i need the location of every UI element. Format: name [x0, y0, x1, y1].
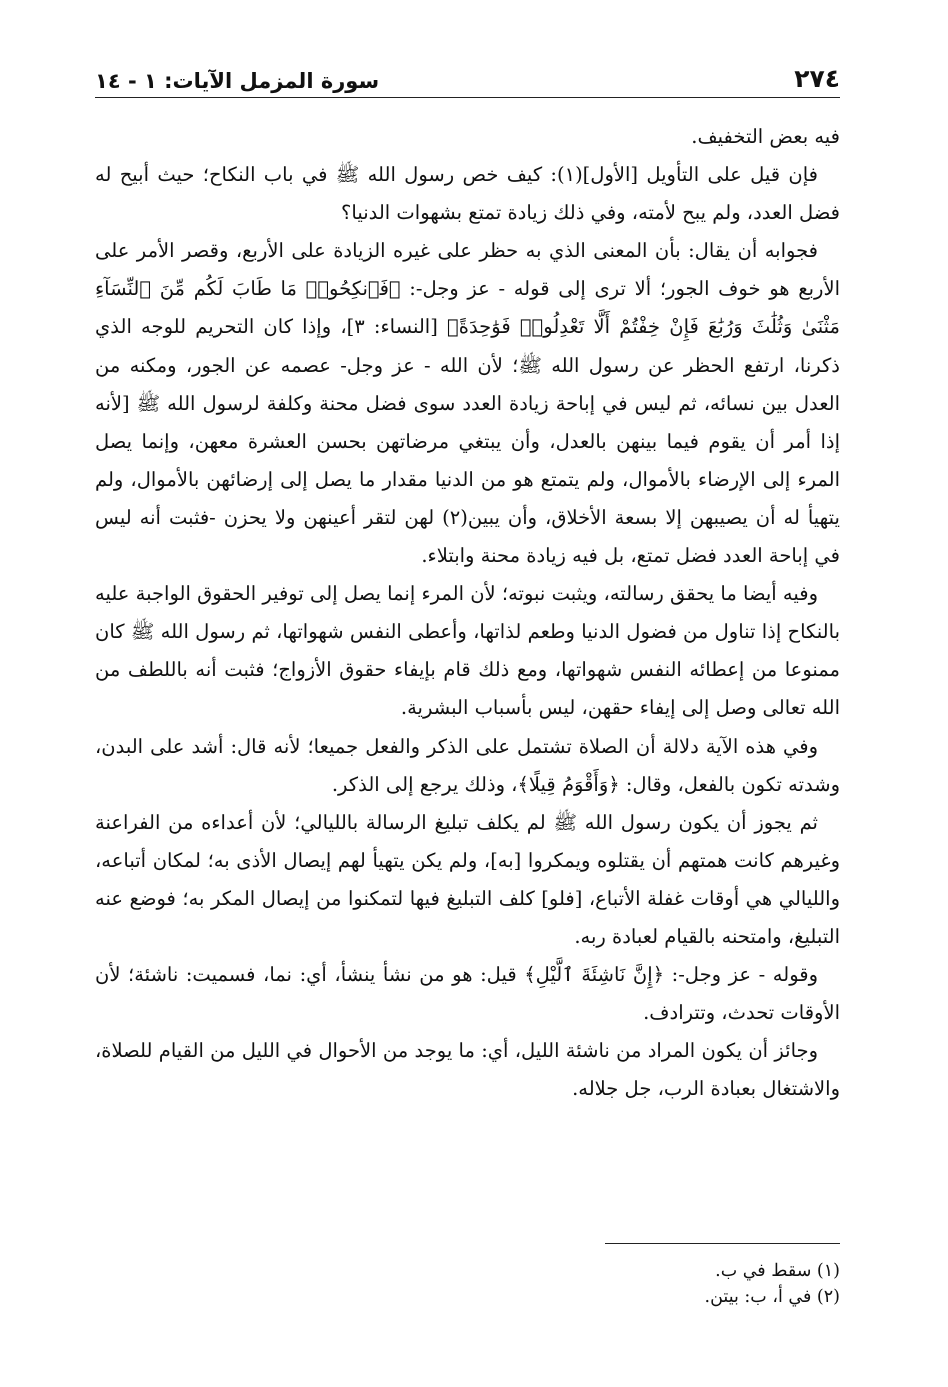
paragraph-2: فإن قيل على التأويل [الأول](١): كيف خص رسول الله ﷺ في باب النكاح؛ حيث أبيح له فضل العدد، ولم يبح لأمته، وفي ذلك زيادة تمتع بشهوات الدنيا؟	[95, 163, 840, 225]
paragraph-4: وفيه أيضا ما يحقق رسالته، ويثبت نبوته؛ لأن المرء إنما يصل إلى توفير الحقوق الواجبة عليه بالنكاح إذا تناول من فضول الدنيا وطعم لذاتها، وأعطى النفس شهواتها، ثم رسول الله ﷺ كان ممنوعا من إعطائه النفس شهواتها، ومع ذلك قام بإيفاء حقوق الأزواج؛ فثبت أنه باللطف من الله تعالى وصل إلى إيفاء حقهن، ليس بأسباب البشرية.	[95, 582, 840, 720]
paragraph-3: فجوابه أن يقال: بأن المعنى الذي به حظر على غيره الزيادة على الأربع، وقصر الأمر على الأربع هو خوف الجور؛ ألا ترى إلى قوله - عز وجل-: ﴿فَٱنكِحُوا۟ مَا طَابَ لَكُم مِّنَ ٱلنِّسَآءِ مَثْنَىٰ وَثُلَٰثَ وَرُبَٰعَ فَإِنْ خِفْتُمْ أَلَّا تَعْدِلُوا۟ فَوَٰحِدَةً﴾ [النساء: ٣]، وإذا كان التحريم للوجه الذي ذكرنا، ارتفع الحظر عن رسول الله ﷺ؛ لأن الله - عز وجل- عصمه عن الجور، ومكنه من العدل بين نسائه، ثم ليس في إباحة زيادة العدد سوى فضل محنة وكلفة لرسول الله ﷺ [لأنه إذا أمر أن يقوم فيما بينهن بالعدل، وأن يبتغي مرضاتهن بحسن العشرة معهن، وإنما يصل المرء إلى الإرضاء بالأموال، ولم يتمتع هو من الدنيا مقدار ما يصل إلى إرضائهن بالأموال، ولم يتهيأ له أن يصيبهن إلا بسعة الأخلاق، وأن يبين(٢) لهن لتقر أعينهن ولا يحزن -فثبت أنه ليس في إباحة العدد فضل تمتع، بل فيه زيادة محنة وابتلاء.	[95, 239, 840, 568]
page-header	[95, 58, 840, 98]
paragraph-5: وفي هذه الآية دلالة أن الصلاة تشتمل على الذكر والفعل جميعا؛ لأنه قال: أشد على البدن، وشدته تكون بالفعل، وقال: ﴿وَأَقْوَمُ قِيلًا﴾، وذلك يرجع إلى الذكر.	[95, 734, 840, 796]
footnote-1: (١) سقط في ب.	[715, 1261, 840, 1281]
footnote-separator	[605, 1243, 840, 1244]
paragraph-8: وجائز أن يكون المراد من ناشئة الليل، أي: ما يوجد من الأحوال في الليل من القيام للصلاة، والاشتغال بعبادة الرب، جل جلاله.	[95, 1039, 840, 1101]
paragraph-7: وقوله - عز وجل-: ﴿إِنَّ نَاشِئَةَ ٱلَّيْلِ﴾ قيل: هو من نشأ ينشأ، أي: نما، فسميت: ناشئة؛ لأن الأوقات تحدث، وتترادف.	[95, 963, 840, 1025]
paragraph-6: ثم يجوز أن يكون رسول الله ﷺ لم يكلف تبليغ الرسالة بالليالي؛ لأن أعداءه من الفراعنة وغيرهم كانت همتهم أن يقتلوه ويمكروا [به]، ولم يكن يتهيأ لهم إيصال الأذى به؛ لمكان أتباعه، والليالي هي أوقات غفلة الأتباع، [فلو] كلف التبليغ فيها لتمكنوا من إيصال المكر به؛ فوضع عنه التبليغ، وامتحنه بالقيام لعبادة ربه.	[95, 810, 840, 948]
page-number: ٢٧٤	[794, 64, 840, 93]
running-title: سورة المزمل الآيات: ١ - ١٤	[95, 69, 380, 93]
footnotes	[400, 1258, 840, 1310]
main-text	[95, 118, 840, 1108]
footnote-2: (٢) في أ، ب: بيتن.	[704, 1287, 840, 1307]
paragraph-1: فيه بعض التخفيف.	[691, 125, 840, 148]
